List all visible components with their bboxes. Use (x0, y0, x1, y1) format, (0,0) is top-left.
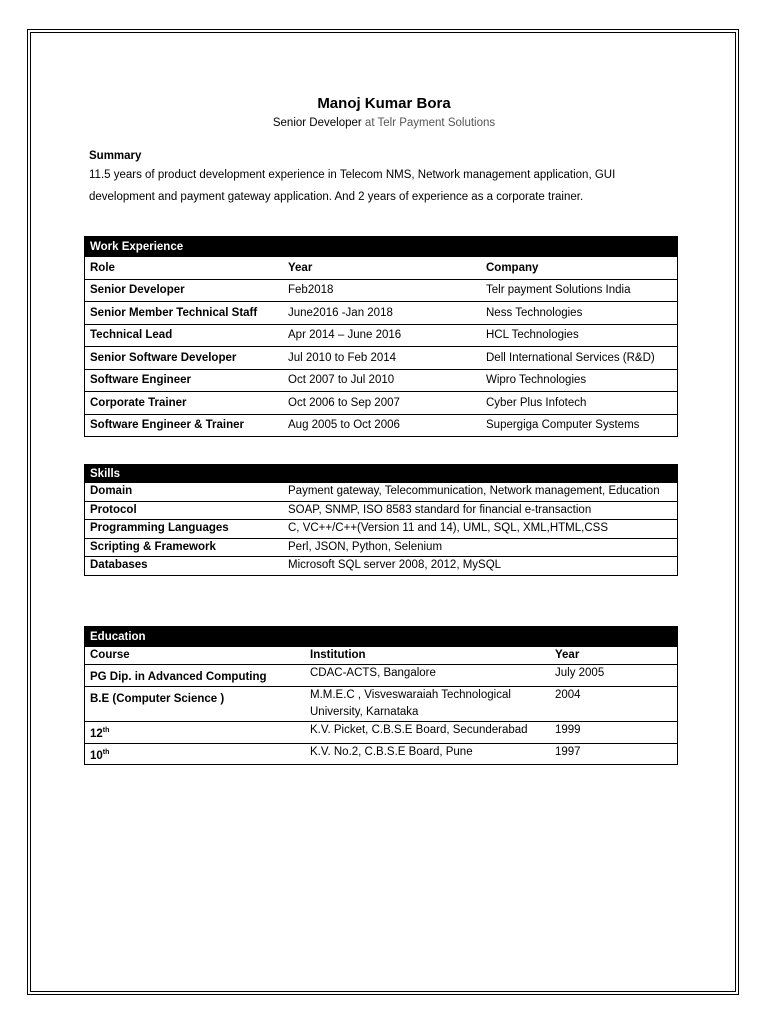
edu-institution: K.V. No.2, C.B.S.E Board, Pune (305, 743, 550, 765)
summary-text: 11.5 years of product development experience in Telecom NMS, Network management application, GUI development and payment gateway application. And 2 years of experience as a corporate trainer. (89, 169, 616, 203)
edu-year: 2004 (550, 686, 678, 721)
skill-values: Payment gateway, Telecommunication, Network management, Education (283, 483, 678, 502)
work-year: Oct 2007 to Jul 2010 (283, 369, 481, 392)
work-role: Technical Lead (85, 324, 284, 347)
current-role: Senior Developer (272, 117, 362, 129)
work-company: Telr payment Solutions India (481, 279, 678, 302)
current-company: Telr Payment Solutions (377, 117, 496, 129)
edu-course: B.E (Computer Science ) (85, 686, 306, 721)
edu-year: 1997 (550, 743, 678, 765)
candidate-subtitle (0, 117, 768, 129)
edu-year: 1999 (550, 721, 678, 743)
skill-values: Microsoft SQL server 2008, 2012, MySQL (283, 557, 678, 576)
work-col-year: Year (283, 257, 481, 280)
table-row (85, 347, 678, 370)
work-role: Senior Software Developer (85, 347, 284, 370)
work-role: Senior Developer (85, 279, 284, 302)
edu-institution: CDAC-ACTS, Bangalore (305, 665, 550, 687)
edu-course: 10th (85, 743, 306, 765)
table-row (85, 483, 678, 502)
edu-institution: M.M.E.C , Visveswaraiah Technological University, Karnataka (305, 686, 550, 721)
work-role: Software Engineer & Trainer (85, 414, 284, 437)
skill-category: Protocol (85, 501, 284, 520)
table-row (85, 392, 678, 415)
work-year: Feb2018 (283, 279, 481, 302)
edu-institution: K.V. Picket, C.B.S.E Board, Secunderabad (305, 721, 550, 743)
work-col-role: Role (85, 257, 284, 280)
at-word: at (364, 117, 375, 129)
work-year: June2016 -Jan 2018 (283, 302, 481, 325)
work-company: Ness Technologies (481, 302, 678, 325)
skill-category: Programming Languages (85, 520, 284, 539)
work-year: Oct 2006 to Sep 2007 (283, 392, 481, 415)
table-row (85, 520, 678, 539)
edu-col-year: Year (550, 647, 678, 665)
summary-heading: Summary (89, 150, 142, 162)
work-role: Software Engineer (85, 369, 284, 392)
table-row (85, 369, 678, 392)
edu-col-institution: Institution (305, 647, 550, 665)
table-row (85, 538, 678, 557)
table-row (85, 557, 678, 576)
work-company: Wipro Technologies (481, 369, 678, 392)
skill-category: Databases (85, 557, 284, 576)
education-title: Education (85, 627, 678, 647)
skills-table (84, 464, 678, 576)
edu-col-course: Course (85, 647, 306, 665)
work-company: Cyber Plus Infotech (481, 392, 678, 415)
table-row (85, 665, 678, 687)
edu-year: July 2005 (550, 665, 678, 687)
table-row (85, 324, 678, 347)
work-header-row (85, 257, 678, 280)
skill-values: C, VC++/C++(Version 11 and 14), UML, SQL, XML,HTML,CSS (283, 520, 678, 539)
work-year: Jul 2010 to Feb 2014 (283, 347, 481, 370)
work-col-company: Company (481, 257, 678, 280)
education-header-row (85, 647, 678, 665)
work-company: HCL Technologies (481, 324, 678, 347)
table-row (85, 743, 678, 765)
work-company: Supergiga Computer Systems (481, 414, 678, 437)
candidate-name: Manoj Kumar Bora (317, 95, 451, 112)
skills-title: Skills (85, 465, 678, 483)
work-role: Senior Member Technical Staff (85, 302, 284, 325)
table-row (85, 686, 678, 721)
work-year: Apr 2014 – June 2016 (283, 324, 481, 347)
edu-course: PG Dip. in Advanced Computing (85, 665, 306, 687)
work-year: Aug 2005 to Oct 2006 (283, 414, 481, 437)
edu-course: 12th (85, 721, 306, 743)
skill-category: Domain (85, 483, 284, 502)
skill-category: Scripting & Framework (85, 538, 284, 557)
skill-values: SOAP, SNMP, ISO 8583 standard for financial e-transaction (283, 501, 678, 520)
work-company: Dell International Services (R&D) (481, 347, 678, 370)
work-role: Corporate Trainer (85, 392, 284, 415)
table-row (85, 721, 678, 743)
table-row (85, 414, 678, 437)
skill-values: Perl, JSON, Python, Selenium (283, 538, 678, 557)
table-row (85, 302, 678, 325)
table-row (85, 501, 678, 520)
work-experience-table (84, 236, 678, 437)
table-row (85, 279, 678, 302)
education-table (84, 626, 678, 765)
work-experience-title: Work Experience (85, 237, 678, 257)
